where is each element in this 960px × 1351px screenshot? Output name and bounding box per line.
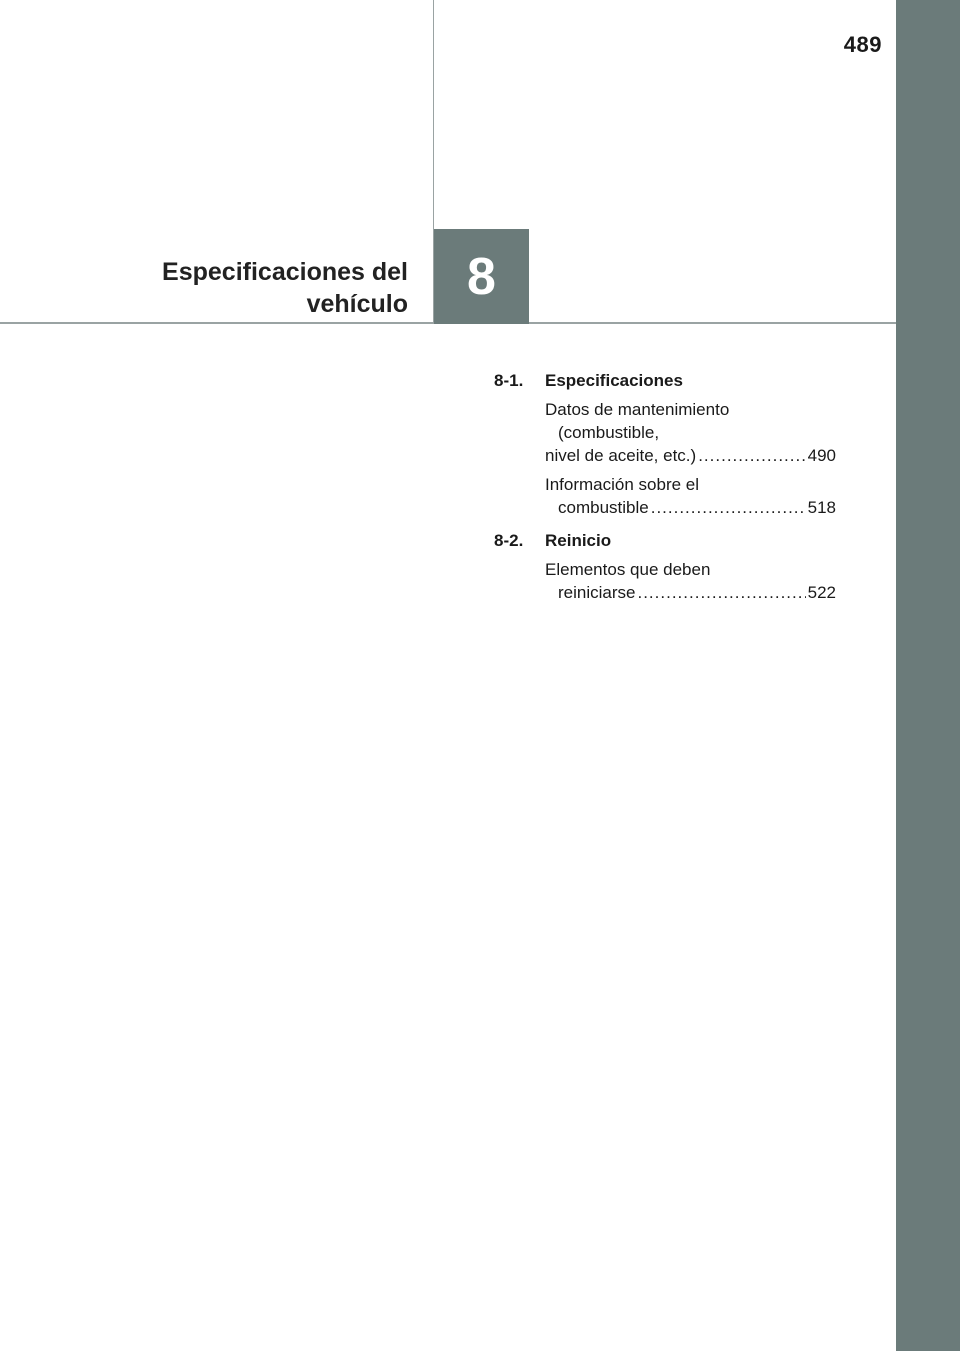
table-of-contents xyxy=(494,369,836,610)
entry-line1: Datos de mantenimiento xyxy=(545,400,730,419)
entry-leader-line xyxy=(545,496,836,519)
toc-entry-elementos-reiniciarse[interactable] xyxy=(545,558,836,604)
entry-line1: Elementos que deben xyxy=(545,560,711,579)
entry-line1: Información sobre el xyxy=(545,475,700,494)
entry-line2: (combustible, xyxy=(558,423,660,442)
section-title: Reinicio xyxy=(545,531,612,550)
entry-last-text: nivel de aceite, etc.) xyxy=(545,446,697,465)
toc-section-8-2[interactable] xyxy=(494,529,836,552)
chapter-title-line1: Especificaciones del xyxy=(162,258,408,286)
chapter-title-line2: vehículo xyxy=(306,290,408,318)
entry-page-number: 490 xyxy=(807,446,836,465)
toc-section-8-1[interactable] xyxy=(494,369,836,392)
chapter-number: 8 xyxy=(467,247,496,306)
leader-dots xyxy=(651,496,806,519)
leader-dots xyxy=(698,444,805,467)
entry-page-number: 518 xyxy=(807,498,836,517)
entry-page-number: 522 xyxy=(807,583,836,602)
page-number: 489 xyxy=(843,32,882,57)
entry-last-text: reiniciarse xyxy=(558,583,636,602)
section-number: 8-2. xyxy=(494,531,524,550)
toc-entry-informacion-combustible[interactable] xyxy=(545,473,836,519)
section-title: Especificaciones xyxy=(545,371,683,390)
chapter-number-box xyxy=(434,229,529,324)
entry-last-text: combustible xyxy=(558,498,649,517)
toc-entry-datos-mantenimiento[interactable] xyxy=(545,398,836,467)
section-number: 8-1. xyxy=(494,371,524,390)
side-tab xyxy=(896,0,960,1351)
leader-dots xyxy=(637,581,805,604)
chapter-title xyxy=(162,256,408,320)
entry-leader-line xyxy=(545,444,836,467)
entry-leader-line xyxy=(545,581,836,604)
